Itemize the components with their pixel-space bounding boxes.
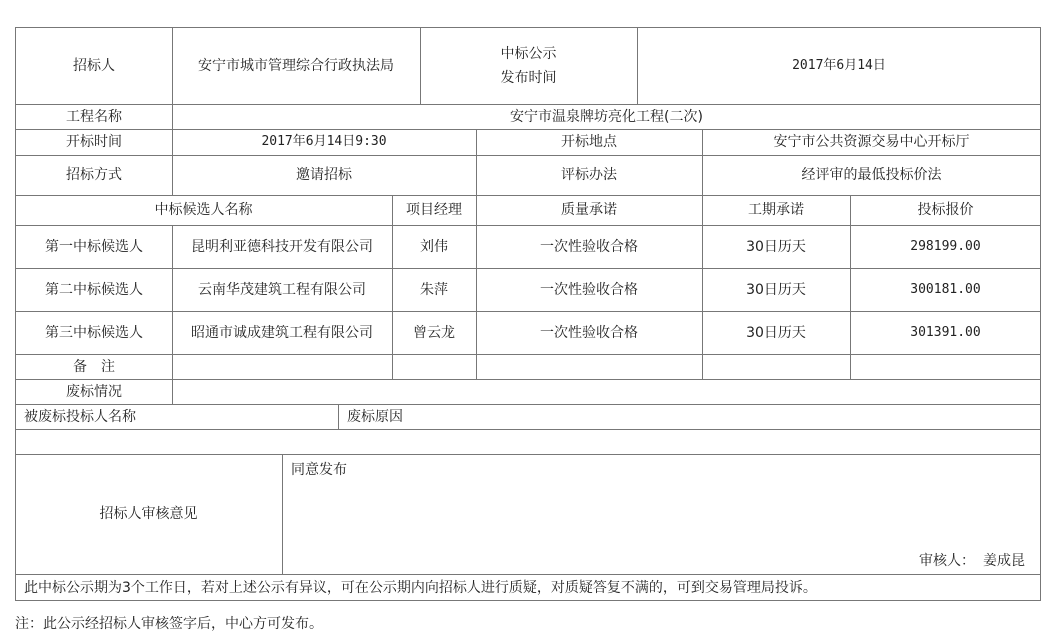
footer-text: 此中标公示期为3个工作日，若对上述公示有异议，可在公示期内向招标人进行质疑，对质疑答复不满的，可到交易管理局投诉。 xyxy=(24,579,817,596)
candidate-rank: 第三中标候选人 xyxy=(45,324,143,341)
project-name-label: 工程名称 xyxy=(66,108,122,125)
eval-value: 经评审的最低投标价法 xyxy=(801,167,942,183)
candidate-manager: 朱萍 xyxy=(420,281,448,298)
open-time-value: 2017年6月14日9:30 xyxy=(261,134,387,149)
reviewer-signature xyxy=(895,548,1025,574)
publish-time-value: 2017年6月14日 xyxy=(792,58,886,73)
row-divider xyxy=(15,429,1041,430)
method-value: 邀请招标 xyxy=(296,167,352,183)
remarks-label: 备 注 xyxy=(73,358,115,375)
publish-time-label xyxy=(420,27,637,105)
reviewer-name: 姜成昆 xyxy=(983,553,1025,569)
open-time-label: 开标时间 xyxy=(66,134,122,150)
review-label: 招标人审核意见 xyxy=(99,506,198,522)
tenderer-label: 招标人 xyxy=(73,58,115,74)
col-header-quality: 质量承诺 xyxy=(561,202,617,218)
candidate-quality: 一次性验收合格 xyxy=(540,281,638,298)
candidate-price: 298199.00 xyxy=(910,238,981,254)
open-place-value: 安宁市公共资源交易中心开标厅 xyxy=(773,134,970,150)
candidate-name: 昭通市诚成建筑工程有限公司 xyxy=(191,324,373,341)
reviewer-label: 审核人： xyxy=(919,553,975,569)
review-opinion: 同意发布 xyxy=(291,462,347,478)
candidate-manager: 刘伟 xyxy=(420,238,448,255)
candidate-period: 30日历天 xyxy=(746,281,806,298)
method-label: 招标方式 xyxy=(66,167,122,183)
candidate-rank: 第二中标候选人 xyxy=(45,281,143,298)
project-name-value: 安宁市温泉牌坊亮化工程(二次) xyxy=(510,108,703,125)
publish-label-line2: 发布时间 xyxy=(500,70,557,86)
candidate-price: 301391.00 xyxy=(910,324,981,340)
candidate-quality: 一次性验收合格 xyxy=(540,324,638,341)
candidate-name: 昆明利亚德科技开发有限公司 xyxy=(191,238,373,255)
note-text: 注：此公示经招标人审核签字后，中心方可发布。 xyxy=(15,616,323,632)
eval-label: 评标办法 xyxy=(561,167,617,183)
candidate-quality: 一次性验收合格 xyxy=(540,238,638,255)
candidate-manager: 曾云龙 xyxy=(413,324,455,341)
candidate-price: 300181.00 xyxy=(910,281,981,297)
col-header-price: 投标报价 xyxy=(917,202,974,218)
col-header-manager: 项目经理 xyxy=(406,202,462,218)
candidate-rank: 第一中标候选人 xyxy=(45,238,143,255)
publish-label-line1: 中标公示 xyxy=(500,46,557,62)
tenderer-value: 安宁市城市管理综合行政执法局 xyxy=(198,58,394,74)
invalid-reason-label: 废标原因 xyxy=(347,408,403,425)
col-header-candidate: 中标候选人名称 xyxy=(154,202,253,218)
candidate-period: 30日历天 xyxy=(746,324,806,341)
invalid-label: 废标情况 xyxy=(66,383,122,400)
open-place-label: 开标地点 xyxy=(561,134,617,150)
candidate-name: 云南华茂建筑工程有限公司 xyxy=(198,281,366,298)
invalid-bidder-name-label: 被废标投标人名称 xyxy=(24,408,136,425)
candidate-period: 30日历天 xyxy=(746,238,806,255)
col-header-period: 工期承诺 xyxy=(748,202,804,218)
